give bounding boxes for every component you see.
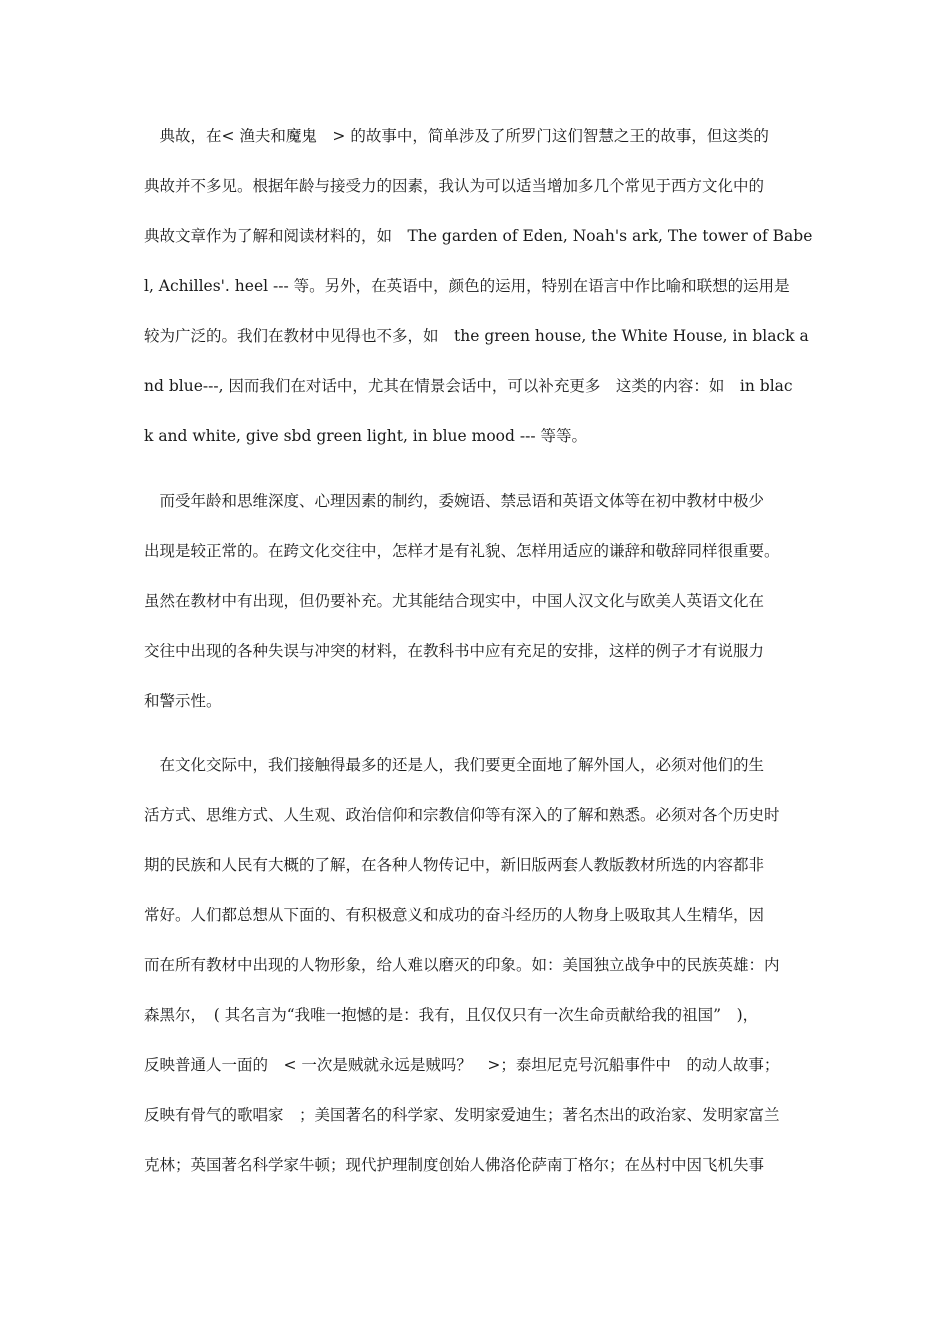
text-line: 在文化交际中，我们接触得最多的还是人，我们要更全面地了解外国人，必须对他们的生: [144, 756, 765, 774]
paragraph-euphemisms: [144, 476, 814, 726]
text-line: 和警示性。: [144, 692, 222, 710]
paragraph-people: [144, 740, 814, 1190]
paragraph-allusions: [144, 111, 814, 461]
text-line: 典故文章作为了解和阅读材料的，如 The garden of Eden, Noah's ark, The tower of Babe: [144, 227, 813, 245]
text-line: 反映普通人一面的 < 一次是贼就永远是贼吗？ >；泰坦尼克号沉船事件中 的动人故事；: [144, 1056, 780, 1074]
text-line: 交往中出现的各种失误与冲突的材料，在教科书中应有充足的安排，这样的例子才有说服力: [144, 642, 765, 660]
text-line: k and white, give sbd green light, in blue mood --- 等等。: [144, 427, 587, 445]
text-line: 出现是较正常的。在跨文化交往中，怎样才是有礼貌、怎样用适应的谦辞和敬辞同样很重要。: [144, 542, 780, 560]
text-line: 较为广泛的。我们在教材中见得也不多，如 the green house, the White House, in black a: [144, 327, 809, 345]
text-line: nd blue---, 因而我们在对话中，尤其在情景会话中，可以补充更多 这类的内容：如 in blac: [144, 377, 793, 395]
text-line: 反映有骨气的歌唱家 ；美国著名的科学家、发明家爱迪生；著名杰出的政治家、发明家富兰: [144, 1106, 780, 1124]
text-line: l, Achilles'. heel --- 等。另外，在英语中，颜色的运用，特别在语言中作比喻和联想的运用是: [144, 277, 790, 295]
text-line: 而在所有教材中出现的人物形象，给人难以磨灭的印象。如：美国独立战争中的民族英雄：内: [144, 956, 780, 974]
text-line: 典故，在< 渔夫和魔鬼 > 的故事中，简单涉及了所罗门这们智慧之王的故事，但这类的: [144, 127, 769, 145]
text-line: 活方式、思维方式、人生观、政治信仰和宗教信仰等有深入的了解和熟悉。必须对各个历史时: [144, 806, 780, 824]
text-line: 森黑尔， ( 其名言为“我唯一抱憾的是：我有，且仅仅只有一次生命贡献给我的祖国” )，: [144, 1006, 759, 1024]
text-line: 期的民族和人民有大概的了解，在各种人物传记中，新旧版两套人教版教材所选的内容都非: [144, 856, 765, 874]
text-line: 典故并不多见。根据年龄与接受力的因素，我认为可以适当增加多几个常见于西方文化中的: [144, 177, 765, 195]
text-line: 常好。人们都总想从下面的、有积极意义和成功的奋斗经历的人物身上吸取其人生精华，因: [144, 906, 765, 924]
text-line: 虽然在教材中有出现，但仍要补充。尤其能结合现实中，中国人汉文化与欧美人英语文化在: [144, 592, 765, 610]
text-line: 克林；英国著名科学家牛顿；现代护理制度创始人佛洛伦萨南丁格尔；在丛村中因飞机失事: [144, 1156, 765, 1174]
text-line: 而受年龄和思维深度、心理因素的制约，委婉语、禁忌语和英语文体等在初中教材中极少: [144, 492, 765, 510]
